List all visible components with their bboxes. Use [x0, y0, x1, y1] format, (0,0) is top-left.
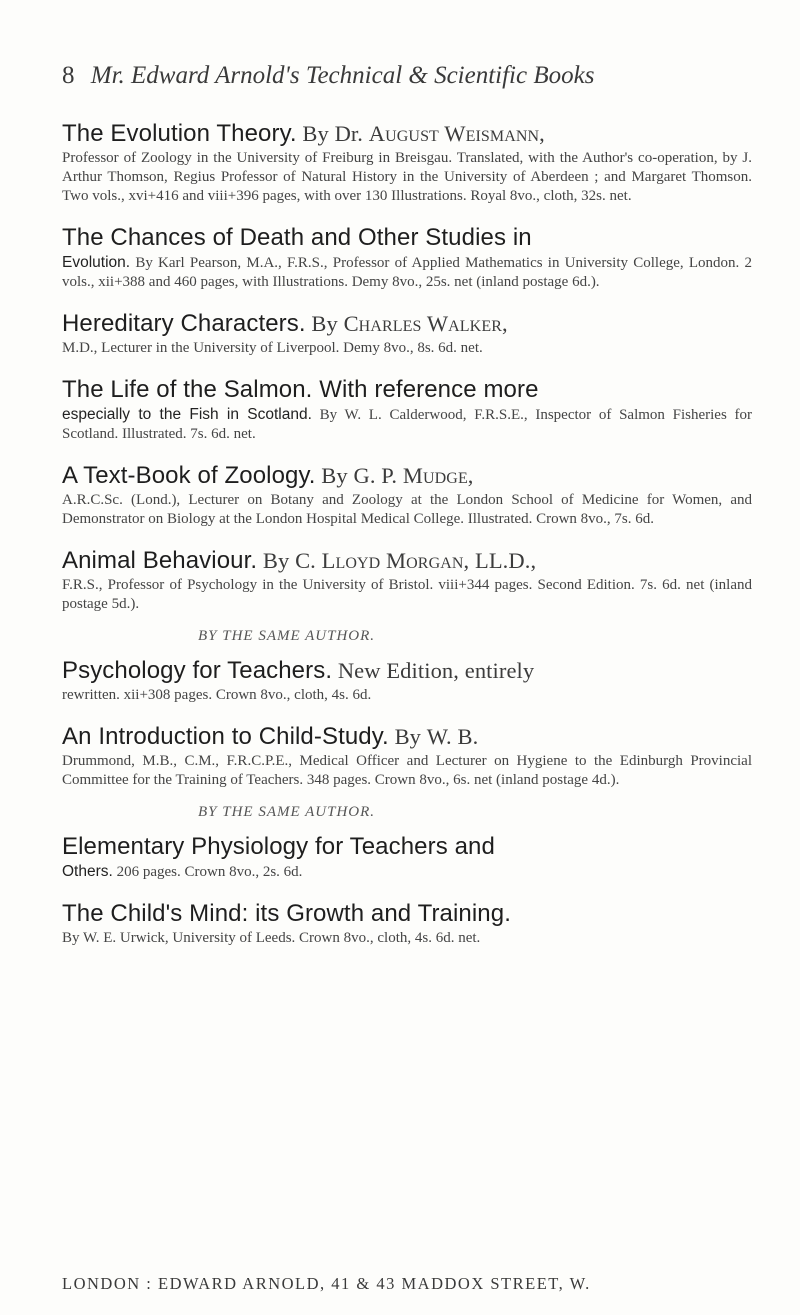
page-number: 8	[62, 62, 75, 89]
author-name: August Weismann,	[368, 121, 545, 146]
book-entry-chances-of-death	[62, 224, 752, 292]
description-text: 206 pages. Crown 8vo., 2s. 6d.	[116, 864, 303, 880]
book-title: An Introduction to Child-Study.	[62, 723, 389, 750]
book-description: F.R.S., Professor of Psychology in the University of Bristol. viii+344 pages. Second Edition. 7s. 6d. net (inland postage 5d.).	[62, 577, 752, 612]
book-description: By W. E. Urwick, University of Leeds. Crown 8vo., cloth, 4s. 6d. net.	[62, 930, 481, 946]
title-continuation: Others.	[62, 863, 113, 880]
book-description: A.R.C.Sc. (Lond.), Lecturer on Botany and Zoology at the London School of Medicine for Women, and Demonstrator on Biology at the London Hospital Medical College. Illustrated. Crown 8vo., 7s. 6d.	[62, 492, 752, 527]
book-title: The Life of the Salmon. With reference more	[62, 376, 539, 403]
book-description	[62, 253, 752, 292]
byline: By	[311, 311, 338, 336]
byline: By	[321, 463, 348, 488]
book-list	[62, 120, 752, 966]
book-description: Drummond, M.B., C.M., F.R.C.P.E., Medical Officer and Lecturer on Hygiene to the Edinburgh Provincial Committee for the Training of Teachers. 348 pages. Crown 8vo., 6s. net (inland postage 4d.).	[62, 753, 752, 788]
book-entry-evolution-theory	[62, 120, 752, 206]
publisher-imprint: LONDON : EDWARD ARNOLD, 41 & 43 MADDOX STREET, W.	[62, 1274, 591, 1293]
book-entry-life-of-salmon	[62, 376, 752, 444]
book-title: The Chances of Death and Other Studies in	[62, 224, 532, 251]
running-title: Mr. Edward Arnold's Technical & Scientific Books	[90, 62, 595, 89]
book-title: Animal Behaviour.	[62, 547, 258, 574]
book-title: A Text-Book of Zoology.	[62, 462, 316, 489]
book-entry-animal-behaviour	[62, 547, 752, 614]
book-entry-childs-mind	[62, 900, 752, 948]
description-text: By Karl Pearson, M.A., F.R.S., Professor of Applied Mathematics in University College, London. 2 vols., xii+388 and 460 pages, with Illustrations. Demy 8vo., 25s. net (inland postage 6d.).	[62, 255, 753, 290]
description-text: By W. L. Calderwood, F.R.S.E., Inspector of Salmon Fisheries for Scotland. Illustrated. 7s. 6d. net.	[62, 407, 753, 442]
running-header	[62, 62, 752, 90]
same-author-note: BY THE SAME AUTHOR.	[198, 628, 376, 644]
book-description	[62, 405, 752, 444]
author-name: W. B.	[426, 724, 479, 749]
title-continuation: especially to the Fish in Scotland.	[62, 406, 312, 423]
byline: By Dr.	[302, 121, 364, 146]
book-entry-child-study	[62, 723, 752, 790]
book-title: The Child's Mind: its Growth and Training.	[62, 900, 511, 927]
title-continuation: Evolution.	[62, 254, 131, 271]
byline: By	[394, 724, 422, 749]
author-name: G. P. Mudge,	[353, 463, 474, 488]
book-description: M.D., Lecturer in the University of Liverpool. Demy 8vo., 8s. 6d. net.	[62, 340, 483, 356]
author-name: Charles Walker,	[343, 311, 508, 336]
book-title: Psychology for Teachers.	[62, 657, 333, 684]
book-title: Hereditary Characters.	[62, 310, 306, 337]
same-author-note: BY THE SAME AUTHOR.	[198, 804, 376, 820]
book-entry-elementary-physiology	[62, 833, 752, 882]
author-name: Lloyd Morgan, LL.D.,	[321, 548, 537, 573]
edition-note: New Edition, entirely	[337, 658, 535, 683]
book-description: rewritten. xii+308 pages. Crown 8vo., cloth, 4s. 6d.	[62, 687, 372, 703]
book-description: Professor of Zoology in the University of Freiburg in Breisgau. Translated, with the Author's co-operation, by J. Arthur Thomson, Regius Professor of Natural History in the University of Aberdeen ; and Margaret Thomson. Two vols., xvi+416 and viii+396 pages, with over 130 Illustrations. Royal 8vo., cloth, 32s. net.	[62, 150, 752, 204]
book-title: Elementary Physiology for Teachers and	[62, 833, 495, 860]
book-description	[62, 862, 752, 882]
book-entry-hereditary-characters	[62, 310, 752, 358]
book-entry-psychology-for-teachers	[62, 657, 752, 705]
byline: By C.	[262, 548, 316, 573]
book-entry-zoology-textbook	[62, 462, 752, 529]
book-title: The Evolution Theory.	[62, 120, 297, 147]
